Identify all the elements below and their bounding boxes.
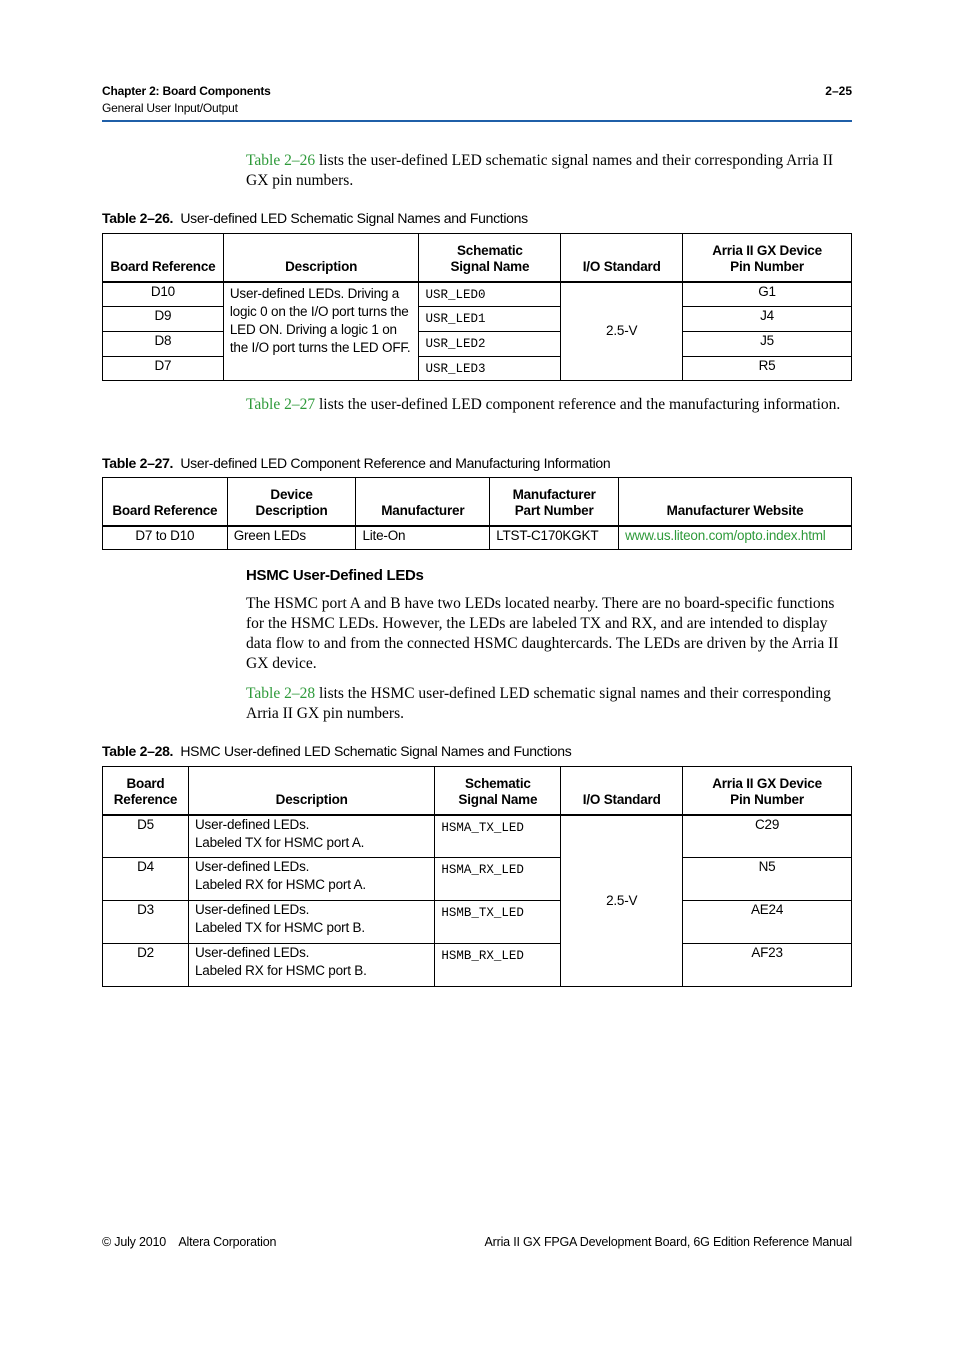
cell-ref: D9 <box>103 307 224 332</box>
table-2-26-link[interactable]: Table 2–26 <box>246 152 316 169</box>
header-description: Description <box>188 767 434 815</box>
cell-ref: D5 <box>103 815 189 858</box>
table-row <box>103 357 852 381</box>
cell-device-description: Green LEDs <box>227 526 356 550</box>
cell-description: User-defined LEDs. Labeled TX for HSMC port A. <box>188 815 434 858</box>
cell-description: User-defined LEDs. Driving a logic 0 on the I/O port turns the LED ON. Driving a logic 1 on the I/O port turns the LED OFF. <box>223 282 419 381</box>
table-2-27 <box>102 477 852 550</box>
table-2-28-link[interactable]: Table 2–28 <box>246 685 316 702</box>
cell-signal: USR_LED0 <box>419 282 561 307</box>
paragraph-hsmc-description: The HSMC port A and B have two LEDs located nearby. There are no board-specific functions for the HSMC LEDs. However, the LEDs are labeled TX and RX, and are intended to display data flow to and from the connected HSMC daughtercards. The LEDs are driven by the Arria II GX device. <box>246 595 839 672</box>
table-2-28 <box>102 766 852 987</box>
table-row <box>103 944 852 987</box>
table-row <box>103 526 852 550</box>
cell-signal: USR_LED2 <box>419 332 561 357</box>
section-title: General User Input/Output <box>102 101 238 115</box>
cell-pin: J4 <box>683 307 852 332</box>
cell-signal: HSMB_TX_LED <box>435 901 561 944</box>
header-website: Manufacturer Website <box>619 478 852 526</box>
header-signal-name: Schematic Signal Name <box>435 767 561 815</box>
cell-ref: D7 <box>103 357 224 381</box>
paragraph-text: lists the HSMC user-defined LED schematic signal names and their corresponding Arria II GX pin numbers. <box>246 685 831 722</box>
table-row <box>103 282 852 307</box>
page-number: 2–25 <box>825 84 852 98</box>
caption-text: HSMC User-defined LED Schematic Signal Names and Functions <box>180 743 572 759</box>
table-row <box>103 815 852 858</box>
cell-part-number: LTST-C170KGKT <box>490 526 619 550</box>
header-pin-number: Arria II GX Device Pin Number <box>683 234 852 282</box>
cell-pin: N5 <box>683 858 852 901</box>
header-board-reference: Board Reference <box>103 234 224 282</box>
table-27-caption <box>102 455 610 471</box>
table-2-27-link[interactable]: Table 2–27 <box>246 396 316 413</box>
paragraph-text: lists the user-defined LED component reference and the manufacturing information. <box>315 396 841 413</box>
paragraph-intro-table26 <box>246 151 856 191</box>
table-row <box>103 901 852 944</box>
caption-text: User-defined LED Component Reference and Manufacturing Information <box>180 455 611 471</box>
caption-text: User-defined LED Schematic Signal Names and Functions <box>180 210 528 226</box>
paragraph-intro-table28 <box>246 684 856 724</box>
cell-pin: AE24 <box>683 901 852 944</box>
manufacturer-website-link[interactable]: www.us.liteon.com/opto.index.html <box>619 526 852 550</box>
table-2-26 <box>102 233 852 381</box>
table-26-caption <box>102 210 528 226</box>
cell-signal: HSMA_RX_LED <box>435 858 561 901</box>
cell-ref: D10 <box>103 282 224 307</box>
cell-signal: USR_LED3 <box>419 357 561 381</box>
cell-signal: HSMA_TX_LED <box>435 815 561 858</box>
cell-io-standard: 2.5-V <box>561 815 683 987</box>
cell-description: User-defined LEDs. Labeled TX for HSMC port B. <box>188 901 434 944</box>
caption-label: Table 2–26. <box>102 210 174 226</box>
header-part-number: Manufacturer Part Number <box>490 478 619 526</box>
caption-label: Table 2–27. <box>102 455 174 471</box>
cell-signal: HSMB_RX_LED <box>435 944 561 987</box>
cell-ref: D8 <box>103 332 224 357</box>
header-pin-number: Arria II GX Device Pin Number <box>683 767 852 815</box>
cell-ref: D7 to D10 <box>103 526 228 550</box>
header-manufacturer: Manufacturer <box>356 478 490 526</box>
cell-ref: D4 <box>103 858 189 901</box>
cell-signal: USR_LED1 <box>419 307 561 332</box>
table-row <box>103 858 852 901</box>
cell-pin: AF23 <box>683 944 852 987</box>
cell-pin: C29 <box>683 815 852 858</box>
cell-pin: G1 <box>683 282 852 307</box>
header-io-standard: I/O Standard <box>561 767 683 815</box>
paragraph-intro-table27 <box>246 395 856 415</box>
cell-description: User-defined LEDs. Labeled RX for HSMC port B. <box>188 944 434 987</box>
paragraph-text: lists the user-defined LED schematic signal names and their corresponding Arria II GX pin numbers. <box>246 152 833 189</box>
footer-copyright: © July 2010 Altera Corporation <box>102 1235 277 1249</box>
cell-pin: R5 <box>683 357 852 381</box>
cell-ref: D2 <box>103 944 189 987</box>
cell-description: User-defined LEDs. Labeled RX for HSMC port A. <box>188 858 434 901</box>
caption-label: Table 2–28. <box>102 743 174 759</box>
cell-io-standard: 2.5-V <box>561 282 683 381</box>
cell-manufacturer: Lite-On <box>356 526 490 550</box>
cell-pin: J5 <box>683 332 852 357</box>
header-board-reference: Board Reference <box>103 478 228 526</box>
header-io-standard: I/O Standard <box>561 234 683 282</box>
table-row <box>103 307 852 332</box>
footer-manual-title: Arria II GX FPGA Development Board, 6G Edition Reference Manual <box>484 1235 852 1249</box>
header-board-reference: Board Reference <box>103 767 189 815</box>
table-28-caption <box>102 743 571 759</box>
header-signal-name: Schematic Signal Name <box>419 234 561 282</box>
table-row <box>103 332 852 357</box>
header-device-description: Device Description <box>227 478 356 526</box>
header-rule <box>102 120 852 122</box>
chapter-title: Chapter 2: Board Components <box>102 84 271 98</box>
cell-ref: D3 <box>103 901 189 944</box>
section-heading-hsmc-leds: HSMC User-Defined LEDs <box>246 567 424 584</box>
header-description: Description <box>223 234 419 282</box>
